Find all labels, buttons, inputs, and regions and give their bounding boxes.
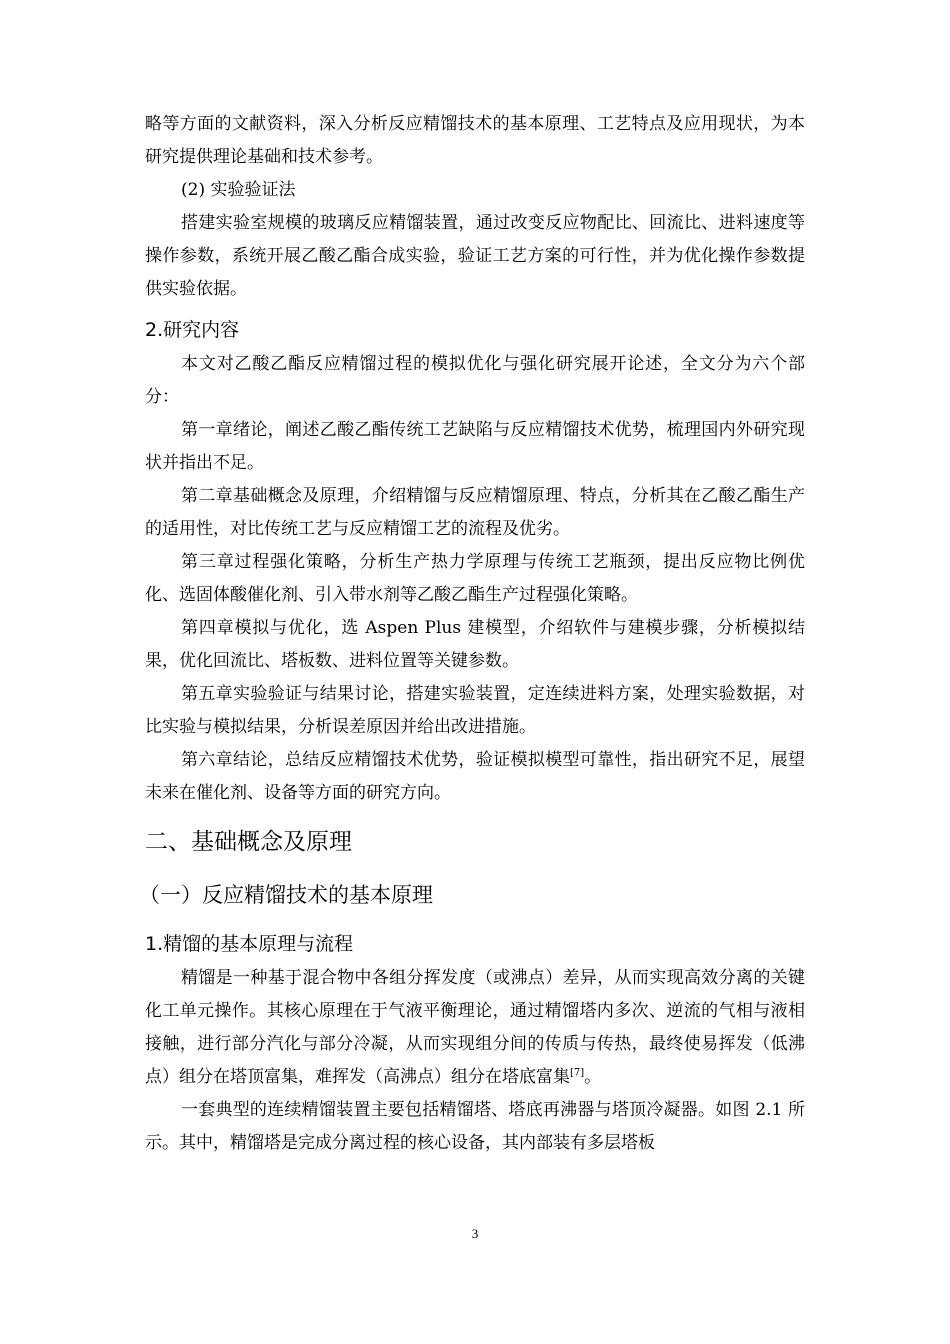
method-item-2-title: (2) 实验验证法 <box>181 180 296 200</box>
document-body <box>139 108 805 1160</box>
heading-research-content: 2.研究内容 <box>145 319 240 341</box>
paragraph-chapter-2: 第二章基础概念及原理，介绍精馏与反应精馏原理、特点，分析其在乙酸乙酯生产的适用性，对比传统工艺与反应精馏工艺的流程及优劣。 <box>145 486 805 539</box>
paragraph-experiment-method: 搭建实验室规模的玻璃反应精馏装置，通过改变反应物配比、回流比、进料速度等操作参数，系统开展乙酸乙酯合成实验，验证工艺方案的可行性，并为优化操作参数提供实验依据。 <box>145 213 805 299</box>
paragraph-overview: 本文对乙酸乙酯反应精馏过程的模拟优化与强化研究展开论述，全文分为六个部分： <box>145 354 805 407</box>
paragraph-chapter-5: 第五章实验验证与结果讨论，搭建实验装置，定连续进料方案，处理实验数据，对比实验与模拟结果，分析误差原因并给出改进措施。 <box>145 684 805 737</box>
paragraph-distillation-equipment: 一套典型的连续精馏装置主要包括精馏塔、塔底再沸器与塔顶冷凝器。如图 2.1 所示。其中，精馏塔是完成分离过程的核心设备，其内部装有多层塔板 <box>145 1100 805 1153</box>
paragraph-chapter-3: 第三章过程强化策略，分析生产热力学原理与传统工艺瓶颈，提出反应物比例优化、选固体酸催化剂、引入带水剂等乙酸乙酯生产过程强化策略。 <box>145 552 805 605</box>
paragraph-chapter-6: 第六章结论，总结反应精馏技术优势，验证模拟模型可靠性，指出研究不足，展望未来在催化剂、设备等方面的研究方向。 <box>145 750 805 803</box>
paragraph-chapter-1: 第一章绪论，阐述乙酸乙酯传统工艺缺陷与反应精馏技术优势，梳理国内外研究现状并指出不足。 <box>145 420 805 473</box>
heading-section-1: （一）反应精馏技术的基本原理 <box>139 883 433 907</box>
page-number: 3 <box>471 1226 479 1241</box>
paragraph-chapter-4: 第四章模拟与优化，选 Aspen Plus 建模型，介绍软件与建模步骤，分析模拟结果，优化回流比、塔板数、进料位置等关键参数。 <box>145 618 805 671</box>
heading-chapter-2: 二、基础概念及原理 <box>145 829 352 855</box>
paragraph-distillation-text: 精馏是一种基于混合物中各组分挥发度（或沸点）差异，从而实现高效分离的关键化工单元操作。其核心原理在于气液平衡理论，通过精馏塔内多次、逆流的气相与液相接触，进行部分汽化与部分冷凝，从而实现组分间的传质与传热，最终使易挥发（低沸点）组分在塔顶富集，难挥发（高沸点）组分在塔底富集 <box>145 968 805 1087</box>
paragraph-distillation-end: 。 <box>584 1067 602 1087</box>
citation-7[interactable]: [7] <box>570 1067 585 1079</box>
paragraph-distillation-principle <box>145 962 805 1094</box>
paragraph-methods-continued: 略等方面的文献资料，深入分析反应精馏技术的基本原理、工艺特点及应用现状，为本研究提供理论基础和技术参考。 <box>145 114 805 167</box>
heading-distillation-principle: 1.精馏的基本原理与流程 <box>145 933 354 955</box>
